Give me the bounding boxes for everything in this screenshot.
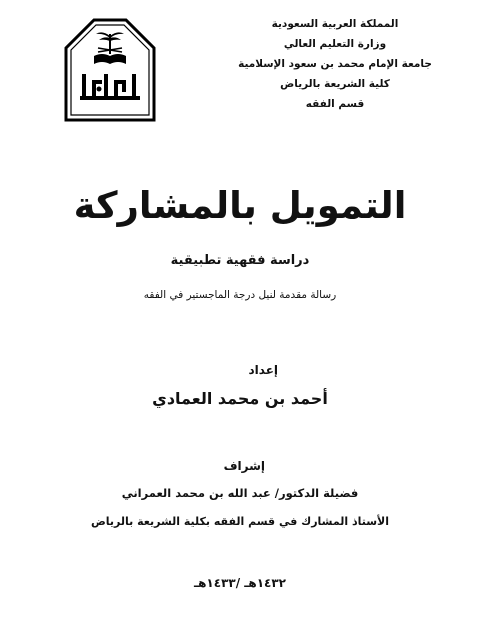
author-name: أحمد بن محمد العمادي <box>152 389 328 408</box>
header-line-department: قسم الفقه <box>305 98 365 110</box>
thesis-title: التمويل بالمشاركة <box>73 184 407 227</box>
university-seal-icon <box>64 18 156 122</box>
thesis-subtitle: دراسة فقهية تطبيقية <box>170 253 310 268</box>
degree-statement: رسالة مقدمة لنيل درجة الماجستير في الفقه <box>143 289 337 301</box>
supervisor-role: الأستاذ المشارك في قسم الفقه بكلية الشريعة بالرياض <box>90 515 390 528</box>
header-line-college: كلية الشريعة بالرياض <box>280 78 390 90</box>
supervisor-name: فضيلة الدكتور/ عبد الله بن محمد العمراني <box>121 486 359 500</box>
hijri-date: ١٤٣٢هـ /١٤٣٣هـ <box>194 576 286 590</box>
header-line-ministry: وزارة التعليم العالي <box>283 38 387 50</box>
header-line-country: المملكة العربية السعودية <box>271 18 399 30</box>
institution-header <box>230 14 440 114</box>
supervision-label: إشراف <box>223 459 265 473</box>
preparation-label: إعداد <box>248 363 278 377</box>
header-line-university: جامعة الإمام محمد بن سعود الإسلامية <box>238 58 432 70</box>
